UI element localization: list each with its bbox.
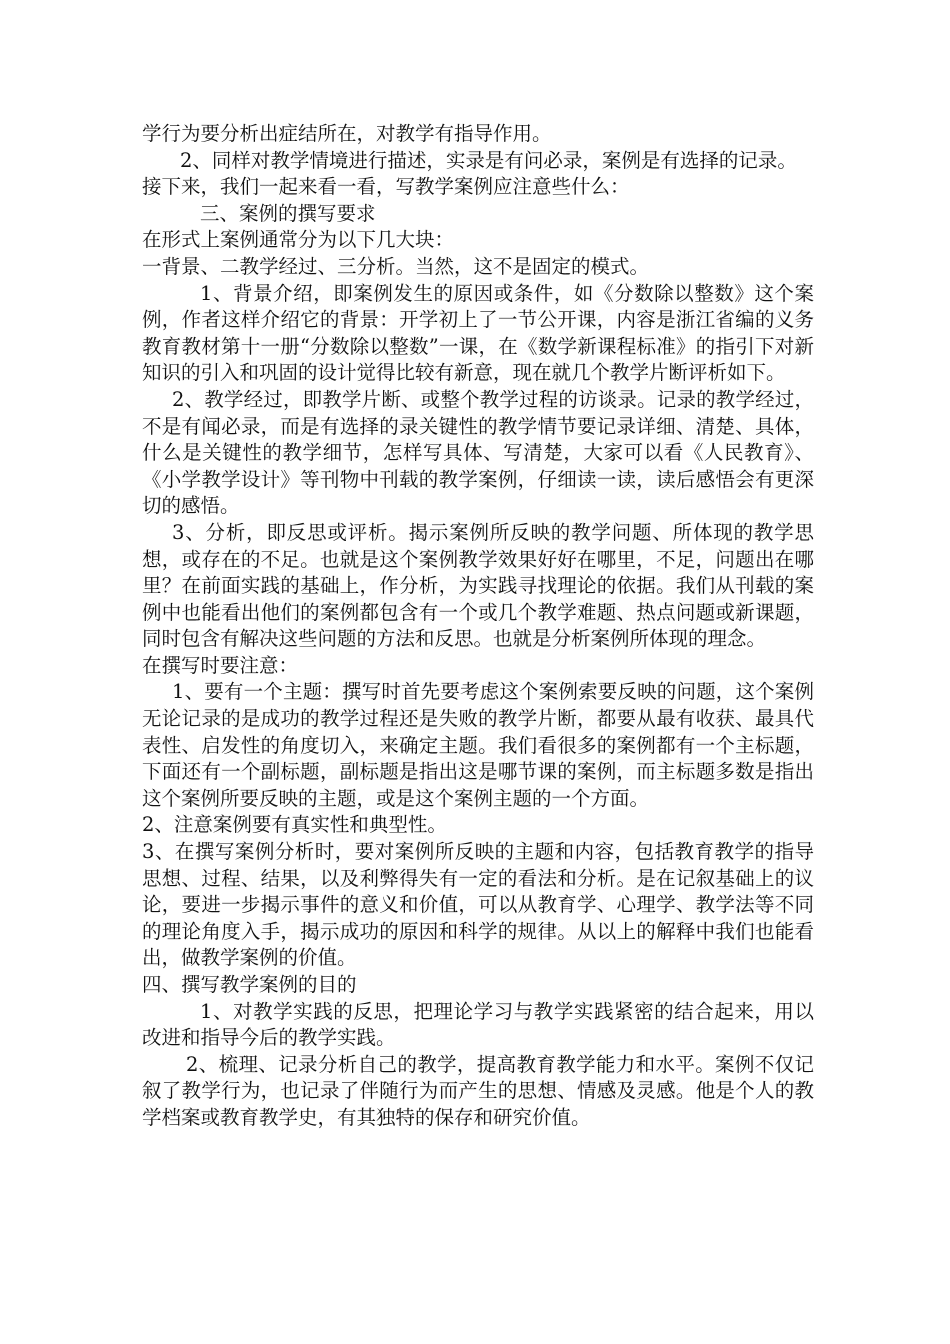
- paragraph-authenticity: 2、注意案例要有真实性和典型性。: [142, 813, 447, 837]
- paragraph-form-parts: 一背景、二教学经过、三分析。当然，这不是固定的模式。: [142, 254, 650, 278]
- paragraph-writing-notes: 在撰写时要注意：: [142, 653, 299, 677]
- paragraph-continuation: 学行为要分析出症结所在，对教学有指导作用。: [142, 122, 552, 145]
- paragraph-background: 1、背景介绍，即案例发生的原因或条件，如《分数除以整数》这个案例，作者这样介绍它的背景：开学初上了一节公开课，内容是浙江省编的义务教育教材第十一册“分数除以整数”一课，在《数学新课程标准》的指引下对新知识的引入和巩固的设计觉得比较有新意，现在就几个教学片断评析如下。: [142, 281, 814, 385]
- paragraph-case-analysis: 3、在撰写案例分析时，要对案例所反映的主题和内容，包括教育教学的指导思想、过程、结果，以及利弊得失有一定的看法和分析。是在记叙基础上的议论，要进一步揭示事件的意义和价值，可以从教育学、心理学、教学法等不同的理论角度入手，揭示成功的原因和科学的规律。从以上的解释中我们也能看出，做教学案例的价值。: [142, 840, 814, 970]
- paragraph-form-intro: 在形式上案例通常分为以下几大块：: [142, 228, 455, 252]
- paragraph-teaching-process: 2、教学经过，即教学片断、或整个教学过程的访谈录。记录的教学经过，不是有闻必录，而是有选择的录关键性的教学情节要记录详细、清楚、具体，什么是关键性的教学细节，怎样写具体、写清楚，大家可以看《人民教育》、《小学教学设计》等刊物中刊载的教学案例，仔细读一读，读后感悟会有更深切的感悟。: [142, 387, 814, 518]
- paragraph-theme: 1、要有一个主题：撰写时首先要考虑这个案例索要反映的问题，这个案例无论记录的是成功的教学过程还是失败的教学片断，都要从最有收获、最具代表性、启发性的角度切入，来确定主题。我们看很多的案例都有一个主标题，下面还有一个副标题，副标题是指出这是哪节课的案例，而主标题多数是指出这个案例所要反映的主题，或是这个案例主题的一个方面。: [142, 680, 814, 810]
- paragraph-purpose-1: 1、对教学实践的反思，把理论学习与教学实践紧密的结合起来，用以改进和指导今后的教学实践。: [142, 999, 814, 1050]
- section-heading-3: 三、案例的撰写要求: [200, 201, 376, 225]
- document-body: [142, 121, 814, 1132]
- paragraph-point-2: 2、同样对教学情境进行描述，实录是有问必录，案例是有选择的记录。: [180, 148, 797, 172]
- paragraph-purpose-2: 2、梳理、记录分析自己的教学，提高教育教学能力和水平。案例不仅记叙了教学行为，也记录了伴随行为而产生的思想、情感及灵感。他是个人的教学档案或教育教学史，有其独特的保存和研究价值。: [142, 1052, 814, 1129]
- section-heading-4: 四、撰写教学案例的目的: [142, 973, 357, 996]
- paragraph-analysis: 3、分析，即反思或评析。揭示案例所反映的教学问题、所体现的教学思想，或存在的不足。也就是这个案例教学效果好好在哪里，不足，问题出在哪里？在前面实践的基础上，作分析，为实践寻找理论的依据。我们从刊载的案例中也能看出他们的案例都包含有一个或几个教学难题、热点问题或新课题，同时包含有解决这些问题的方法和反思。也就是分析案例所体现的理念。: [142, 520, 814, 651]
- paragraph-transition: 接下来，我们一起来看一看，写教学案例应注意些什么：: [142, 175, 630, 199]
